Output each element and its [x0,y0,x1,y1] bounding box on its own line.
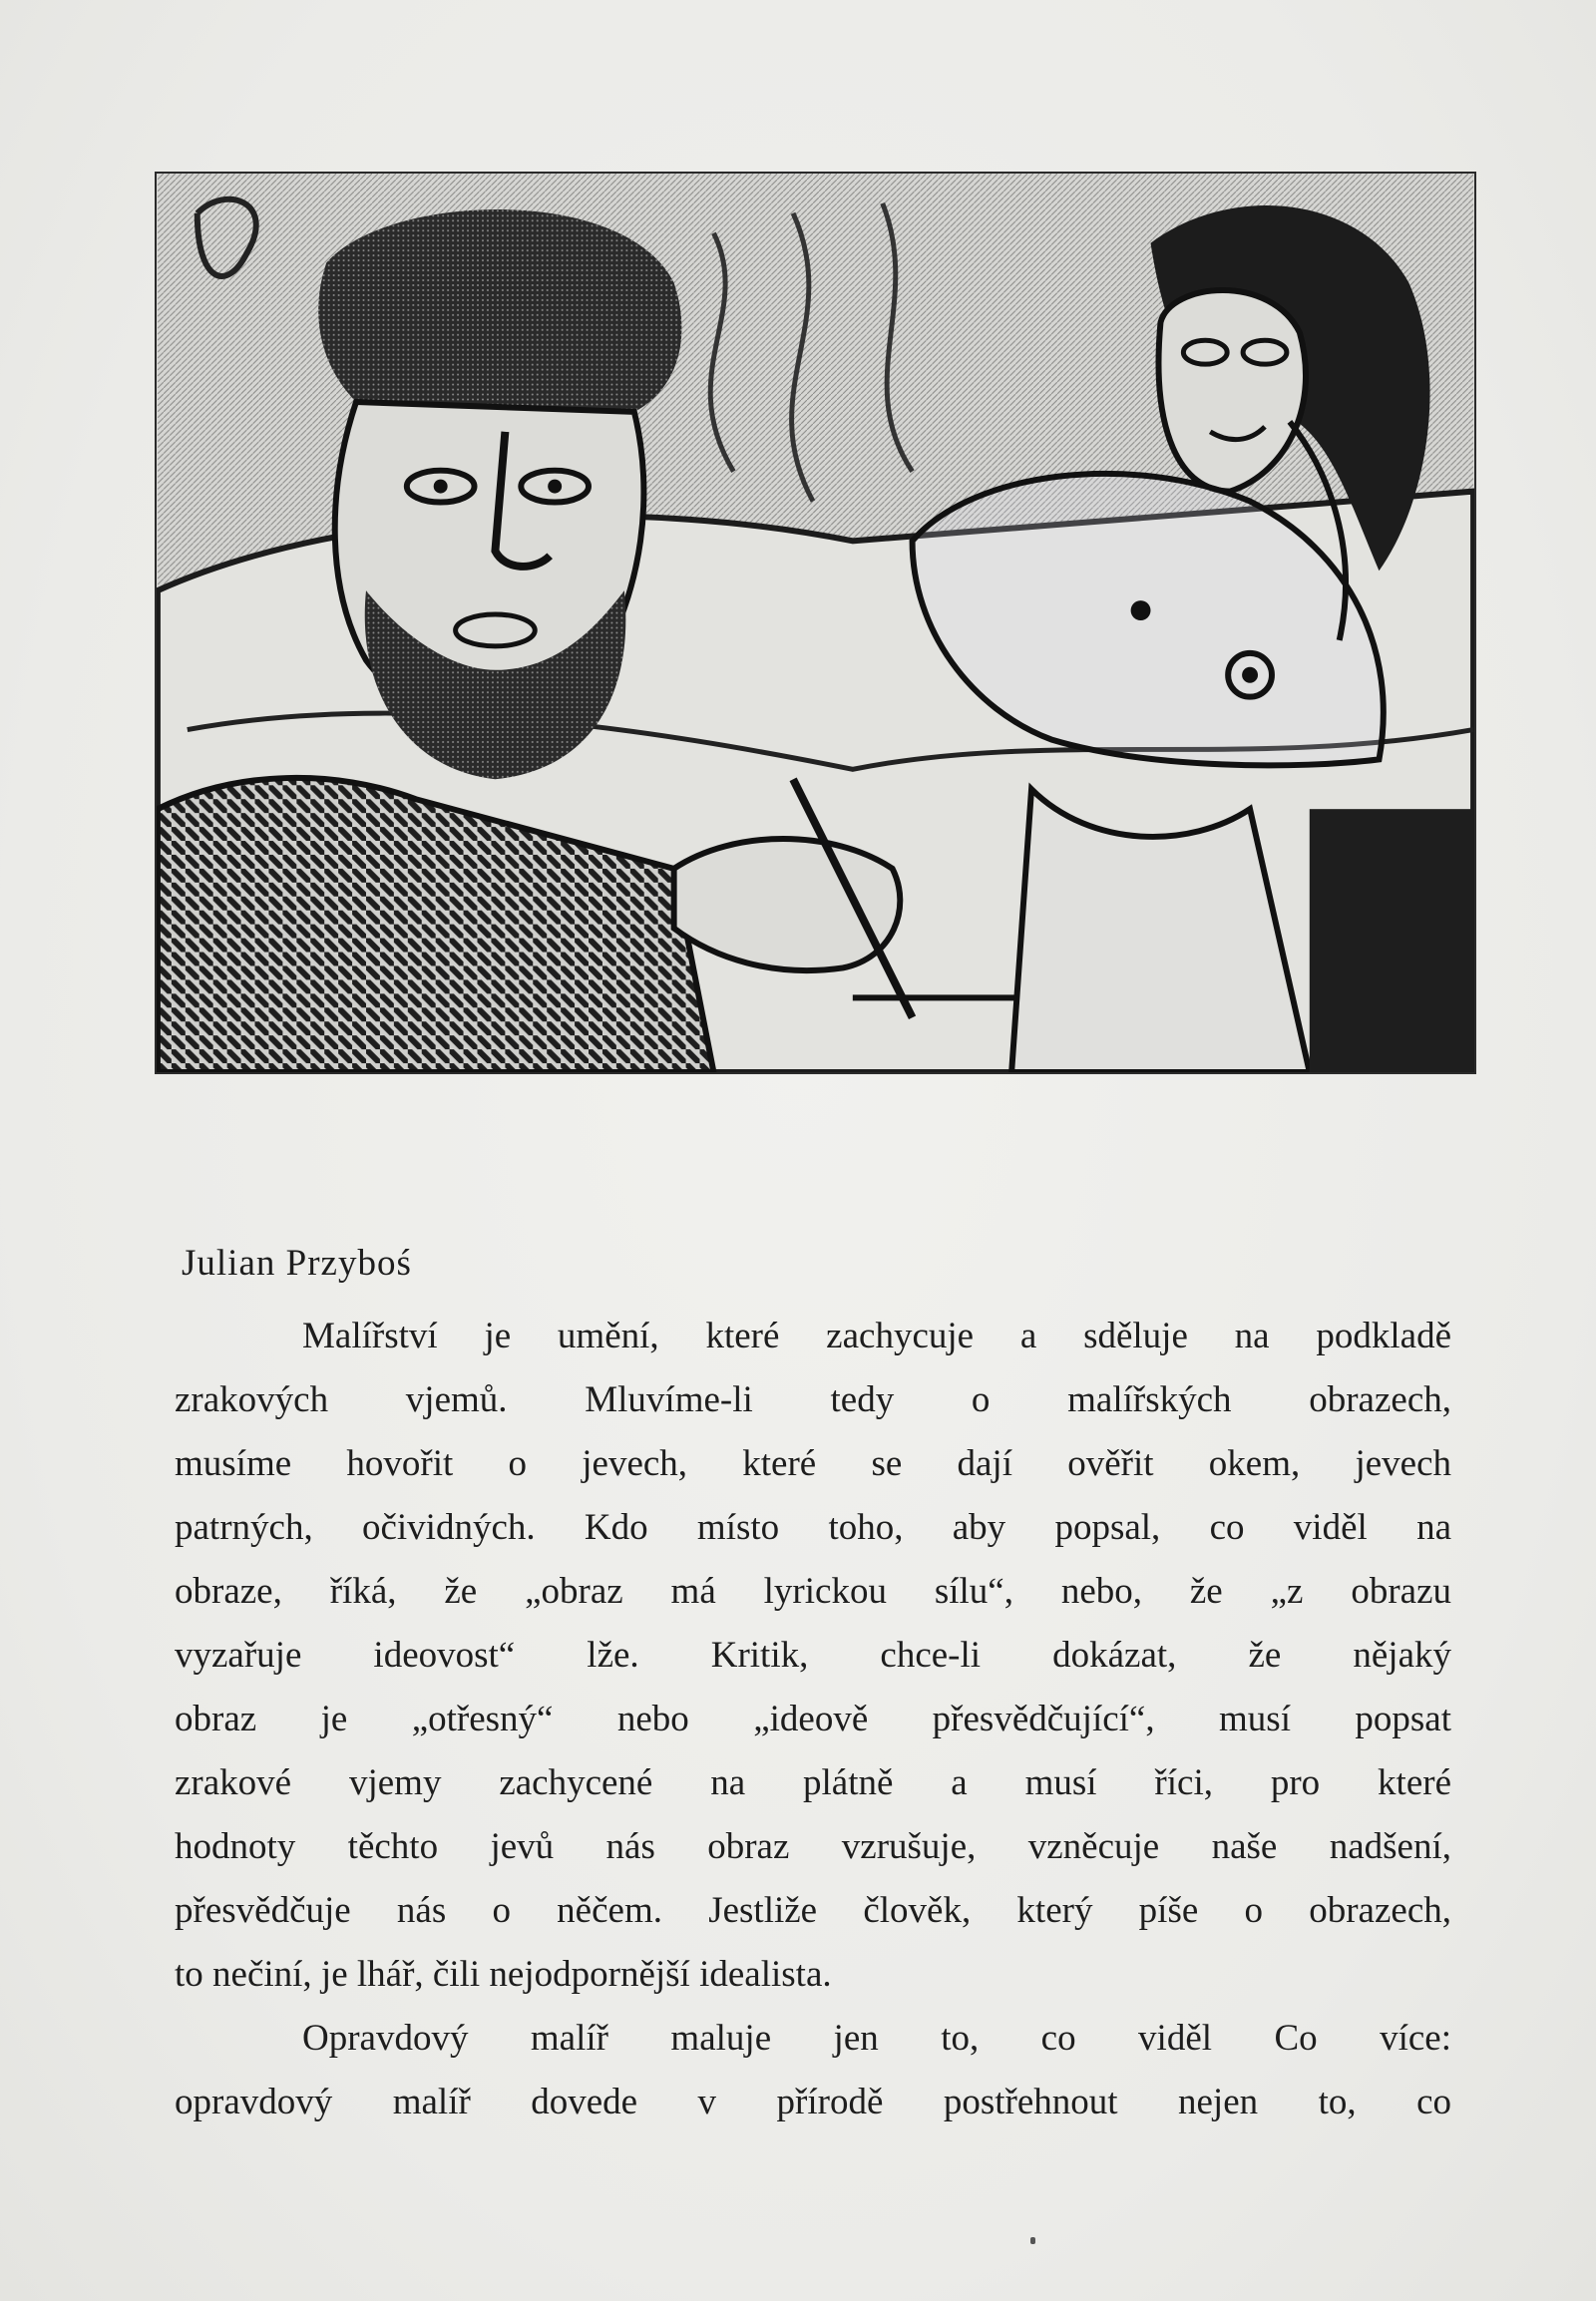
illustration-engraving [155,172,1476,1074]
author-name: Julian Przyboś [182,1243,412,1284]
text-line: to nečiní, je lhář, čili nejodpornější idealista. [175,1954,832,1995]
text-line: Malířství je umění, které zachycuje a sděluje na podkladě [302,1316,1451,1356]
text-line: vyzařuje ideovost“ lže. Kritik, chce-li dokázat, že nějaký [175,1635,1451,1676]
body-text [175,1305,1451,2134]
paragraph [175,2007,1451,2134]
text-line: musíme hovořit o jevech, které se dají ověřit okem, jevech [175,1443,1451,1484]
text-line: přesvědčuje nás o něčem. Jestliže člověk, který píše o obrazech, [175,1890,1451,1931]
text-line: patrných, očividných. Kdo místo toho, aby popsal, co viděl na [175,1507,1451,1548]
text-line: opravdový malíř dovede v přírodě postřehnout nejen to, co [175,2082,1451,2122]
text-line: obraze, říká, že „obraz má lyrickou sílu“, nebo, že „z obrazu [175,1571,1451,1612]
paragraph [175,1305,1451,2007]
text-line: obraz je „otřesný“ nebo „ideově přesvědčující“, musí popsat [175,1699,1451,1739]
text-line: zrakových vjemů. Mluvíme-li tedy o malířských obrazech, [175,1379,1451,1420]
text-line: zrakové vjemy zachycené na plátně a musí říci, pro které [175,1762,1451,1803]
text-line: hodnoty těchto jevů nás obraz vzrušuje, vzněcuje naše nadšení, [175,1826,1451,1867]
ink-speck [1030,2237,1035,2244]
text-line: Opravdový malíř maluje jen to, co viděl Co více: [302,2018,1451,2059]
